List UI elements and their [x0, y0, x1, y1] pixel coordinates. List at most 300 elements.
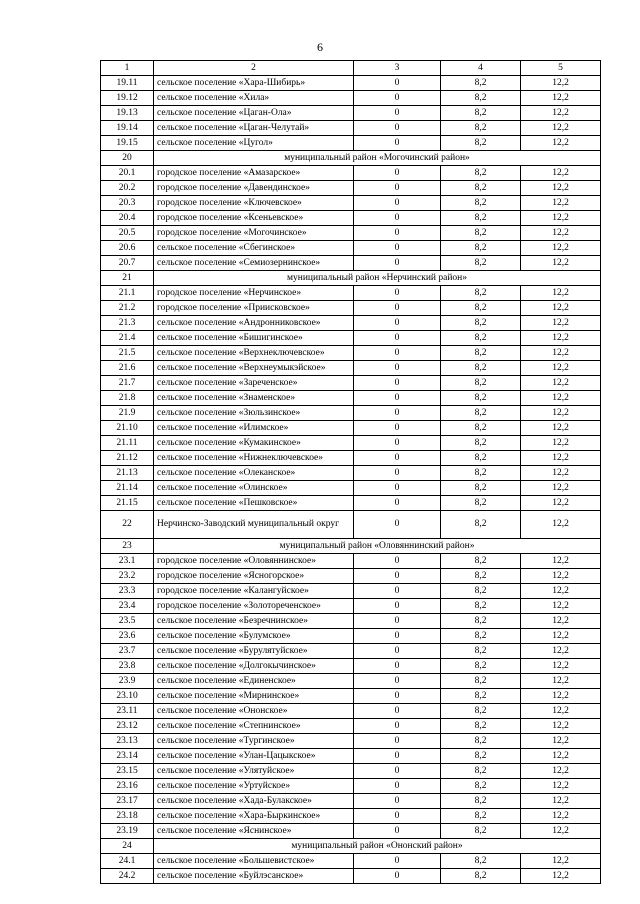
- section-row: [101, 271, 601, 286]
- row-number: 23.10: [101, 689, 154, 704]
- value-col4: 8,2: [441, 809, 521, 824]
- municipality-name: сельское поселение «Семиозернинское»: [154, 256, 354, 271]
- table-row: [101, 376, 601, 391]
- value-col3: 0: [354, 854, 441, 869]
- value-col3: 0: [354, 181, 441, 196]
- municipality-name: сельское поселение «Бишигинское»: [154, 331, 354, 346]
- value-col5: 12,2: [521, 749, 601, 764]
- row-number: 23.13: [101, 734, 154, 749]
- municipality-name: Нерчинско-Заводский муниципальный округ: [154, 511, 354, 539]
- value-col5: 12,2: [521, 421, 601, 436]
- row-number: 23.18: [101, 809, 154, 824]
- table-row: [101, 511, 601, 539]
- section-title: муниципальный район «Могочинский район»: [154, 151, 601, 166]
- municipality-name: сельское поселение «Верхнеключевское»: [154, 346, 354, 361]
- municipality-name: городское поселение «Ключевское»: [154, 196, 354, 211]
- row-number: 20.1: [101, 166, 154, 181]
- row-number: 23.6: [101, 629, 154, 644]
- value-col3: 0: [354, 106, 441, 121]
- municipality-name: городское поселение «Калангуйское»: [154, 584, 354, 599]
- municipality-name: сельское поселение «Уртуйское»: [154, 779, 354, 794]
- value-col5: 12,2: [521, 674, 601, 689]
- table-row: [101, 316, 601, 331]
- municipality-name: сельское поселение «Большевистское»: [154, 854, 354, 869]
- row-number: 20.5: [101, 226, 154, 241]
- value-col4: 8,2: [441, 76, 521, 91]
- table-row: [101, 196, 601, 211]
- value-col5: 12,2: [521, 466, 601, 481]
- value-col5: 12,2: [521, 91, 601, 106]
- value-col4: 8,2: [441, 481, 521, 496]
- value-col5: 12,2: [521, 764, 601, 779]
- municipality-name: сельское поселение «Единенское»: [154, 674, 354, 689]
- value-col4: 8,2: [441, 346, 521, 361]
- value-col3: 0: [354, 749, 441, 764]
- row-number: 21.8: [101, 391, 154, 406]
- municipality-name: сельское поселение «Степнинское»: [154, 719, 354, 734]
- municipality-name: сельское поселение «Улан-Цацыкское»: [154, 749, 354, 764]
- value-col5: 12,2: [521, 376, 601, 391]
- value-col3: 0: [354, 301, 441, 316]
- municipality-name: сельское поселение «Зареченское»: [154, 376, 354, 391]
- value-col4: 8,2: [441, 166, 521, 181]
- value-col5: 12,2: [521, 226, 601, 241]
- value-col4: 8,2: [441, 361, 521, 376]
- row-number: 21.11: [101, 436, 154, 451]
- row-number: 19.15: [101, 136, 154, 151]
- value-col4: 8,2: [441, 91, 521, 106]
- value-col5: 12,2: [521, 121, 601, 136]
- table-row: [101, 614, 601, 629]
- value-col5: 12,2: [521, 614, 601, 629]
- municipality-name: сельское поселение «Цаган-Ола»: [154, 106, 354, 121]
- value-col3: 0: [354, 869, 441, 884]
- row-number: 19.12: [101, 91, 154, 106]
- value-col4: 8,2: [441, 749, 521, 764]
- row-number: 21.3: [101, 316, 154, 331]
- value-col4: 8,2: [441, 136, 521, 151]
- row-number: 20.6: [101, 241, 154, 256]
- municipality-name: сельское поселение «Хара-Шибирь»: [154, 76, 354, 91]
- row-number: 23.16: [101, 779, 154, 794]
- table-row: [101, 719, 601, 734]
- value-col4: 8,2: [441, 451, 521, 466]
- section-row: [101, 839, 601, 854]
- value-col5: 12,2: [521, 346, 601, 361]
- value-col4: 8,2: [441, 569, 521, 584]
- municipality-name: сельское поселение «Хила»: [154, 91, 354, 106]
- value-col4: 8,2: [441, 436, 521, 451]
- table-row: [101, 824, 601, 839]
- table-row: [101, 406, 601, 421]
- municipality-name: сельское поселение «Безречнинское»: [154, 614, 354, 629]
- value-col4: 8,2: [441, 286, 521, 301]
- row-number: 21.9: [101, 406, 154, 421]
- value-col4: 8,2: [441, 226, 521, 241]
- municipality-name: сельское поселение «Бурулятуйское»: [154, 644, 354, 659]
- value-col4: 8,2: [441, 644, 521, 659]
- value-col4: 8,2: [441, 629, 521, 644]
- table-row: [101, 256, 601, 271]
- table-row: [101, 466, 601, 481]
- value-col4: 8,2: [441, 466, 521, 481]
- value-col4: 8,2: [441, 496, 521, 511]
- value-col5: 12,2: [521, 869, 601, 884]
- value-col5: 12,2: [521, 286, 601, 301]
- table-row: [101, 346, 601, 361]
- row-number: 20: [101, 151, 154, 166]
- municipality-name: сельское поселение «Хада-Булакское»: [154, 794, 354, 809]
- value-col4: 8,2: [441, 211, 521, 226]
- value-col5: 12,2: [521, 779, 601, 794]
- municipality-name: сельское поселение «Цугол»: [154, 136, 354, 151]
- row-number: 23.17: [101, 794, 154, 809]
- value-col5: 12,2: [521, 734, 601, 749]
- municipality-name: сельское поселение «Цаган-Челутай»: [154, 121, 354, 136]
- value-col5: 12,2: [521, 599, 601, 614]
- value-col5: 12,2: [521, 481, 601, 496]
- value-col4: 8,2: [441, 121, 521, 136]
- value-col3: 0: [354, 256, 441, 271]
- row-number: 21.1: [101, 286, 154, 301]
- value-col4: 8,2: [441, 659, 521, 674]
- value-col4: 8,2: [441, 106, 521, 121]
- value-col5: 12,2: [521, 644, 601, 659]
- table-row: [101, 629, 601, 644]
- value-col3: 0: [354, 241, 441, 256]
- value-col4: 8,2: [441, 554, 521, 569]
- municipality-name: городское поселение «Амазарское»: [154, 166, 354, 181]
- value-col3: 0: [354, 421, 441, 436]
- row-number: 21.10: [101, 421, 154, 436]
- row-number: 22: [101, 511, 154, 539]
- table-row: [101, 569, 601, 584]
- value-col4: 8,2: [441, 241, 521, 256]
- table-row: [101, 301, 601, 316]
- row-number: 23.1: [101, 554, 154, 569]
- value-col5: 12,2: [521, 704, 601, 719]
- table-row: [101, 644, 601, 659]
- table-row: [101, 749, 601, 764]
- value-col5: 12,2: [521, 824, 601, 839]
- table-row: [101, 764, 601, 779]
- table-row: [101, 451, 601, 466]
- row-number: 21.12: [101, 451, 154, 466]
- municipality-name: сельское поселение «Яснинское»: [154, 824, 354, 839]
- row-number: 24.2: [101, 869, 154, 884]
- municipality-table: [100, 60, 601, 884]
- table-row: [101, 436, 601, 451]
- table-row: [101, 211, 601, 226]
- municipality-name: сельское поселение «Зюльзинское»: [154, 406, 354, 421]
- row-number: 24.1: [101, 854, 154, 869]
- municipality-name: сельское поселение «Булумское»: [154, 629, 354, 644]
- municipality-name: городское поселение «Золотореченское»: [154, 599, 354, 614]
- municipality-name: сельское поселение «Хара-Быркинское»: [154, 809, 354, 824]
- value-col3: 0: [354, 121, 441, 136]
- value-col5: 12,2: [521, 391, 601, 406]
- value-col4: 8,2: [441, 599, 521, 614]
- value-col3: 0: [354, 569, 441, 584]
- value-col3: 0: [354, 511, 441, 539]
- row-number: 21.6: [101, 361, 154, 376]
- row-number: 20.3: [101, 196, 154, 211]
- value-col4: 8,2: [441, 181, 521, 196]
- municipality-name: городское поселение «Приисковское»: [154, 301, 354, 316]
- value-col3: 0: [354, 674, 441, 689]
- row-number: 23.11: [101, 704, 154, 719]
- value-col3: 0: [354, 659, 441, 674]
- table-row: [101, 704, 601, 719]
- table-row: [101, 584, 601, 599]
- table-body: [101, 61, 601, 884]
- municipality-name: городское поселение «Нерчинское»: [154, 286, 354, 301]
- value-col3: 0: [354, 584, 441, 599]
- municipality-name: сельское поселение «Долгокычинское»: [154, 659, 354, 674]
- table-row: [101, 554, 601, 569]
- value-col5: 12,2: [521, 629, 601, 644]
- value-col4: 8,2: [441, 824, 521, 839]
- value-col3: 0: [354, 599, 441, 614]
- municipality-name: сельское поселение «Улятуйское»: [154, 764, 354, 779]
- header-cell: 4: [441, 61, 521, 76]
- municipality-name: городское поселение «Оловяннинское»: [154, 554, 354, 569]
- value-col4: 8,2: [441, 764, 521, 779]
- table-row: [101, 166, 601, 181]
- value-col3: 0: [354, 809, 441, 824]
- row-number: 19.14: [101, 121, 154, 136]
- value-col4: 8,2: [441, 689, 521, 704]
- row-number: 23.5: [101, 614, 154, 629]
- value-col3: 0: [354, 196, 441, 211]
- value-col4: 8,2: [441, 331, 521, 346]
- municipality-name: сельское поселение «Илимское»: [154, 421, 354, 436]
- value-col3: 0: [354, 436, 441, 451]
- value-col4: 8,2: [441, 376, 521, 391]
- municipality-name: сельское поселение «Ононское»: [154, 704, 354, 719]
- table-row: [101, 286, 601, 301]
- table-row: [101, 121, 601, 136]
- value-col4: 8,2: [441, 301, 521, 316]
- value-col5: 12,2: [521, 659, 601, 674]
- header-cell: 3: [354, 61, 441, 76]
- value-col4: 8,2: [441, 196, 521, 211]
- row-number: 23.14: [101, 749, 154, 764]
- value-col4: 8,2: [441, 674, 521, 689]
- value-col3: 0: [354, 794, 441, 809]
- table-row: [101, 91, 601, 106]
- row-number: 21: [101, 271, 154, 286]
- row-number: 21.5: [101, 346, 154, 361]
- value-col5: 12,2: [521, 554, 601, 569]
- value-col5: 12,2: [521, 196, 601, 211]
- value-col5: 12,2: [521, 241, 601, 256]
- value-col4: 8,2: [441, 794, 521, 809]
- table-row: [101, 76, 601, 91]
- table-row: [101, 496, 601, 511]
- value-col4: 8,2: [441, 854, 521, 869]
- municipality-name: городское поселение «Могочинское»: [154, 226, 354, 241]
- value-col3: 0: [354, 764, 441, 779]
- municipality-name: сельское поселение «Нижнеключевское»: [154, 451, 354, 466]
- table-row: [101, 226, 601, 241]
- municipality-name: городское поселение «Ясногорское»: [154, 569, 354, 584]
- table-row: [101, 331, 601, 346]
- value-col4: 8,2: [441, 584, 521, 599]
- value-col3: 0: [354, 331, 441, 346]
- value-col5: 12,2: [521, 496, 601, 511]
- value-col5: 12,2: [521, 406, 601, 421]
- municipality-name: сельское поселение «Пешковское»: [154, 496, 354, 511]
- value-col4: 8,2: [441, 256, 521, 271]
- value-col3: 0: [354, 136, 441, 151]
- header-cell: 2: [154, 61, 354, 76]
- value-col3: 0: [354, 481, 441, 496]
- value-col3: 0: [354, 226, 441, 241]
- row-number: 23: [101, 539, 154, 554]
- row-number: 23.8: [101, 659, 154, 674]
- municipality-name: сельское поселение «Тургинское»: [154, 734, 354, 749]
- value-col4: 8,2: [441, 779, 521, 794]
- value-col5: 12,2: [521, 451, 601, 466]
- value-col5: 12,2: [521, 569, 601, 584]
- value-col4: 8,2: [441, 719, 521, 734]
- municipality-name: сельское поселение «Мирнинское»: [154, 689, 354, 704]
- value-col5: 12,2: [521, 331, 601, 346]
- municipality-name: городское поселение «Давендинское»: [154, 181, 354, 196]
- table-row: [101, 674, 601, 689]
- value-col3: 0: [354, 406, 441, 421]
- value-col5: 12,2: [521, 436, 601, 451]
- section-row: [101, 539, 601, 554]
- municipality-name: сельское поселение «Андронниковское»: [154, 316, 354, 331]
- value-col3: 0: [354, 76, 441, 91]
- value-col4: 8,2: [441, 869, 521, 884]
- table-row: [101, 241, 601, 256]
- municipality-name: сельское поселение «Знаменское»: [154, 391, 354, 406]
- municipality-name: сельское поселение «Кумакинское»: [154, 436, 354, 451]
- table-row: [101, 689, 601, 704]
- table-row: [101, 481, 601, 496]
- table-row: [101, 136, 601, 151]
- row-number: 23.4: [101, 599, 154, 614]
- value-col3: 0: [354, 689, 441, 704]
- table-row: [101, 869, 601, 884]
- value-col5: 12,2: [521, 511, 601, 539]
- row-number: 21.15: [101, 496, 154, 511]
- value-col3: 0: [354, 346, 441, 361]
- value-col3: 0: [354, 644, 441, 659]
- value-col5: 12,2: [521, 689, 601, 704]
- row-number: 23.19: [101, 824, 154, 839]
- section-title: муниципальный район «Ононский район»: [154, 839, 601, 854]
- table-row: [101, 659, 601, 674]
- value-col3: 0: [354, 719, 441, 734]
- table-row: [101, 361, 601, 376]
- table-row: [101, 391, 601, 406]
- section-row: [101, 151, 601, 166]
- table-header-row: [101, 61, 601, 76]
- section-title: муниципальный район «Нерчинский район»: [154, 271, 601, 286]
- value-col3: 0: [354, 629, 441, 644]
- row-number: 23.12: [101, 719, 154, 734]
- row-number: 20.4: [101, 211, 154, 226]
- row-number: 19.11: [101, 76, 154, 91]
- value-col5: 12,2: [521, 136, 601, 151]
- value-col4: 8,2: [441, 734, 521, 749]
- value-col3: 0: [354, 361, 441, 376]
- table-row: [101, 794, 601, 809]
- value-col5: 12,2: [521, 106, 601, 121]
- value-col4: 8,2: [441, 511, 521, 539]
- value-col4: 8,2: [441, 316, 521, 331]
- row-number: 23.9: [101, 674, 154, 689]
- value-col3: 0: [354, 614, 441, 629]
- value-col5: 12,2: [521, 809, 601, 824]
- row-number: 23.7: [101, 644, 154, 659]
- value-col3: 0: [354, 734, 441, 749]
- value-col4: 8,2: [441, 421, 521, 436]
- value-col5: 12,2: [521, 854, 601, 869]
- row-number: 23.15: [101, 764, 154, 779]
- municipality-name: сельское поселение «Олинское»: [154, 481, 354, 496]
- row-number: 24: [101, 839, 154, 854]
- value-col3: 0: [354, 211, 441, 226]
- municipality-name: сельское поселение «Олеканское»: [154, 466, 354, 481]
- municipality-name: сельское поселение «Сбегинское»: [154, 241, 354, 256]
- header-cell: 5: [521, 61, 601, 76]
- row-number: 21.13: [101, 466, 154, 481]
- value-col3: 0: [354, 376, 441, 391]
- table-row: [101, 599, 601, 614]
- row-number: 19.13: [101, 106, 154, 121]
- value-col4: 8,2: [441, 614, 521, 629]
- value-col4: 8,2: [441, 406, 521, 421]
- row-number: 20.2: [101, 181, 154, 196]
- value-col5: 12,2: [521, 181, 601, 196]
- row-number: 23.2: [101, 569, 154, 584]
- value-col3: 0: [354, 166, 441, 181]
- value-col3: 0: [354, 496, 441, 511]
- value-col3: 0: [354, 466, 441, 481]
- value-col5: 12,2: [521, 211, 601, 226]
- row-number: 21.4: [101, 331, 154, 346]
- value-col5: 12,2: [521, 256, 601, 271]
- table-row: [101, 734, 601, 749]
- value-col5: 12,2: [521, 301, 601, 316]
- value-col3: 0: [354, 779, 441, 794]
- value-col5: 12,2: [521, 166, 601, 181]
- row-number: 20.7: [101, 256, 154, 271]
- table-row: [101, 779, 601, 794]
- row-number: 23.3: [101, 584, 154, 599]
- value-col3: 0: [354, 391, 441, 406]
- value-col4: 8,2: [441, 391, 521, 406]
- value-col3: 0: [354, 91, 441, 106]
- value-col5: 12,2: [521, 794, 601, 809]
- value-col3: 0: [354, 316, 441, 331]
- value-col3: 0: [354, 286, 441, 301]
- value-col5: 12,2: [521, 719, 601, 734]
- header-cell: 1: [101, 61, 154, 76]
- value-col5: 12,2: [521, 316, 601, 331]
- municipality-name: сельское поселение «Буйлэсанское»: [154, 869, 354, 884]
- row-number: 21.7: [101, 376, 154, 391]
- table-row: [101, 106, 601, 121]
- table-row: [101, 854, 601, 869]
- value-col4: 8,2: [441, 704, 521, 719]
- value-col3: 0: [354, 824, 441, 839]
